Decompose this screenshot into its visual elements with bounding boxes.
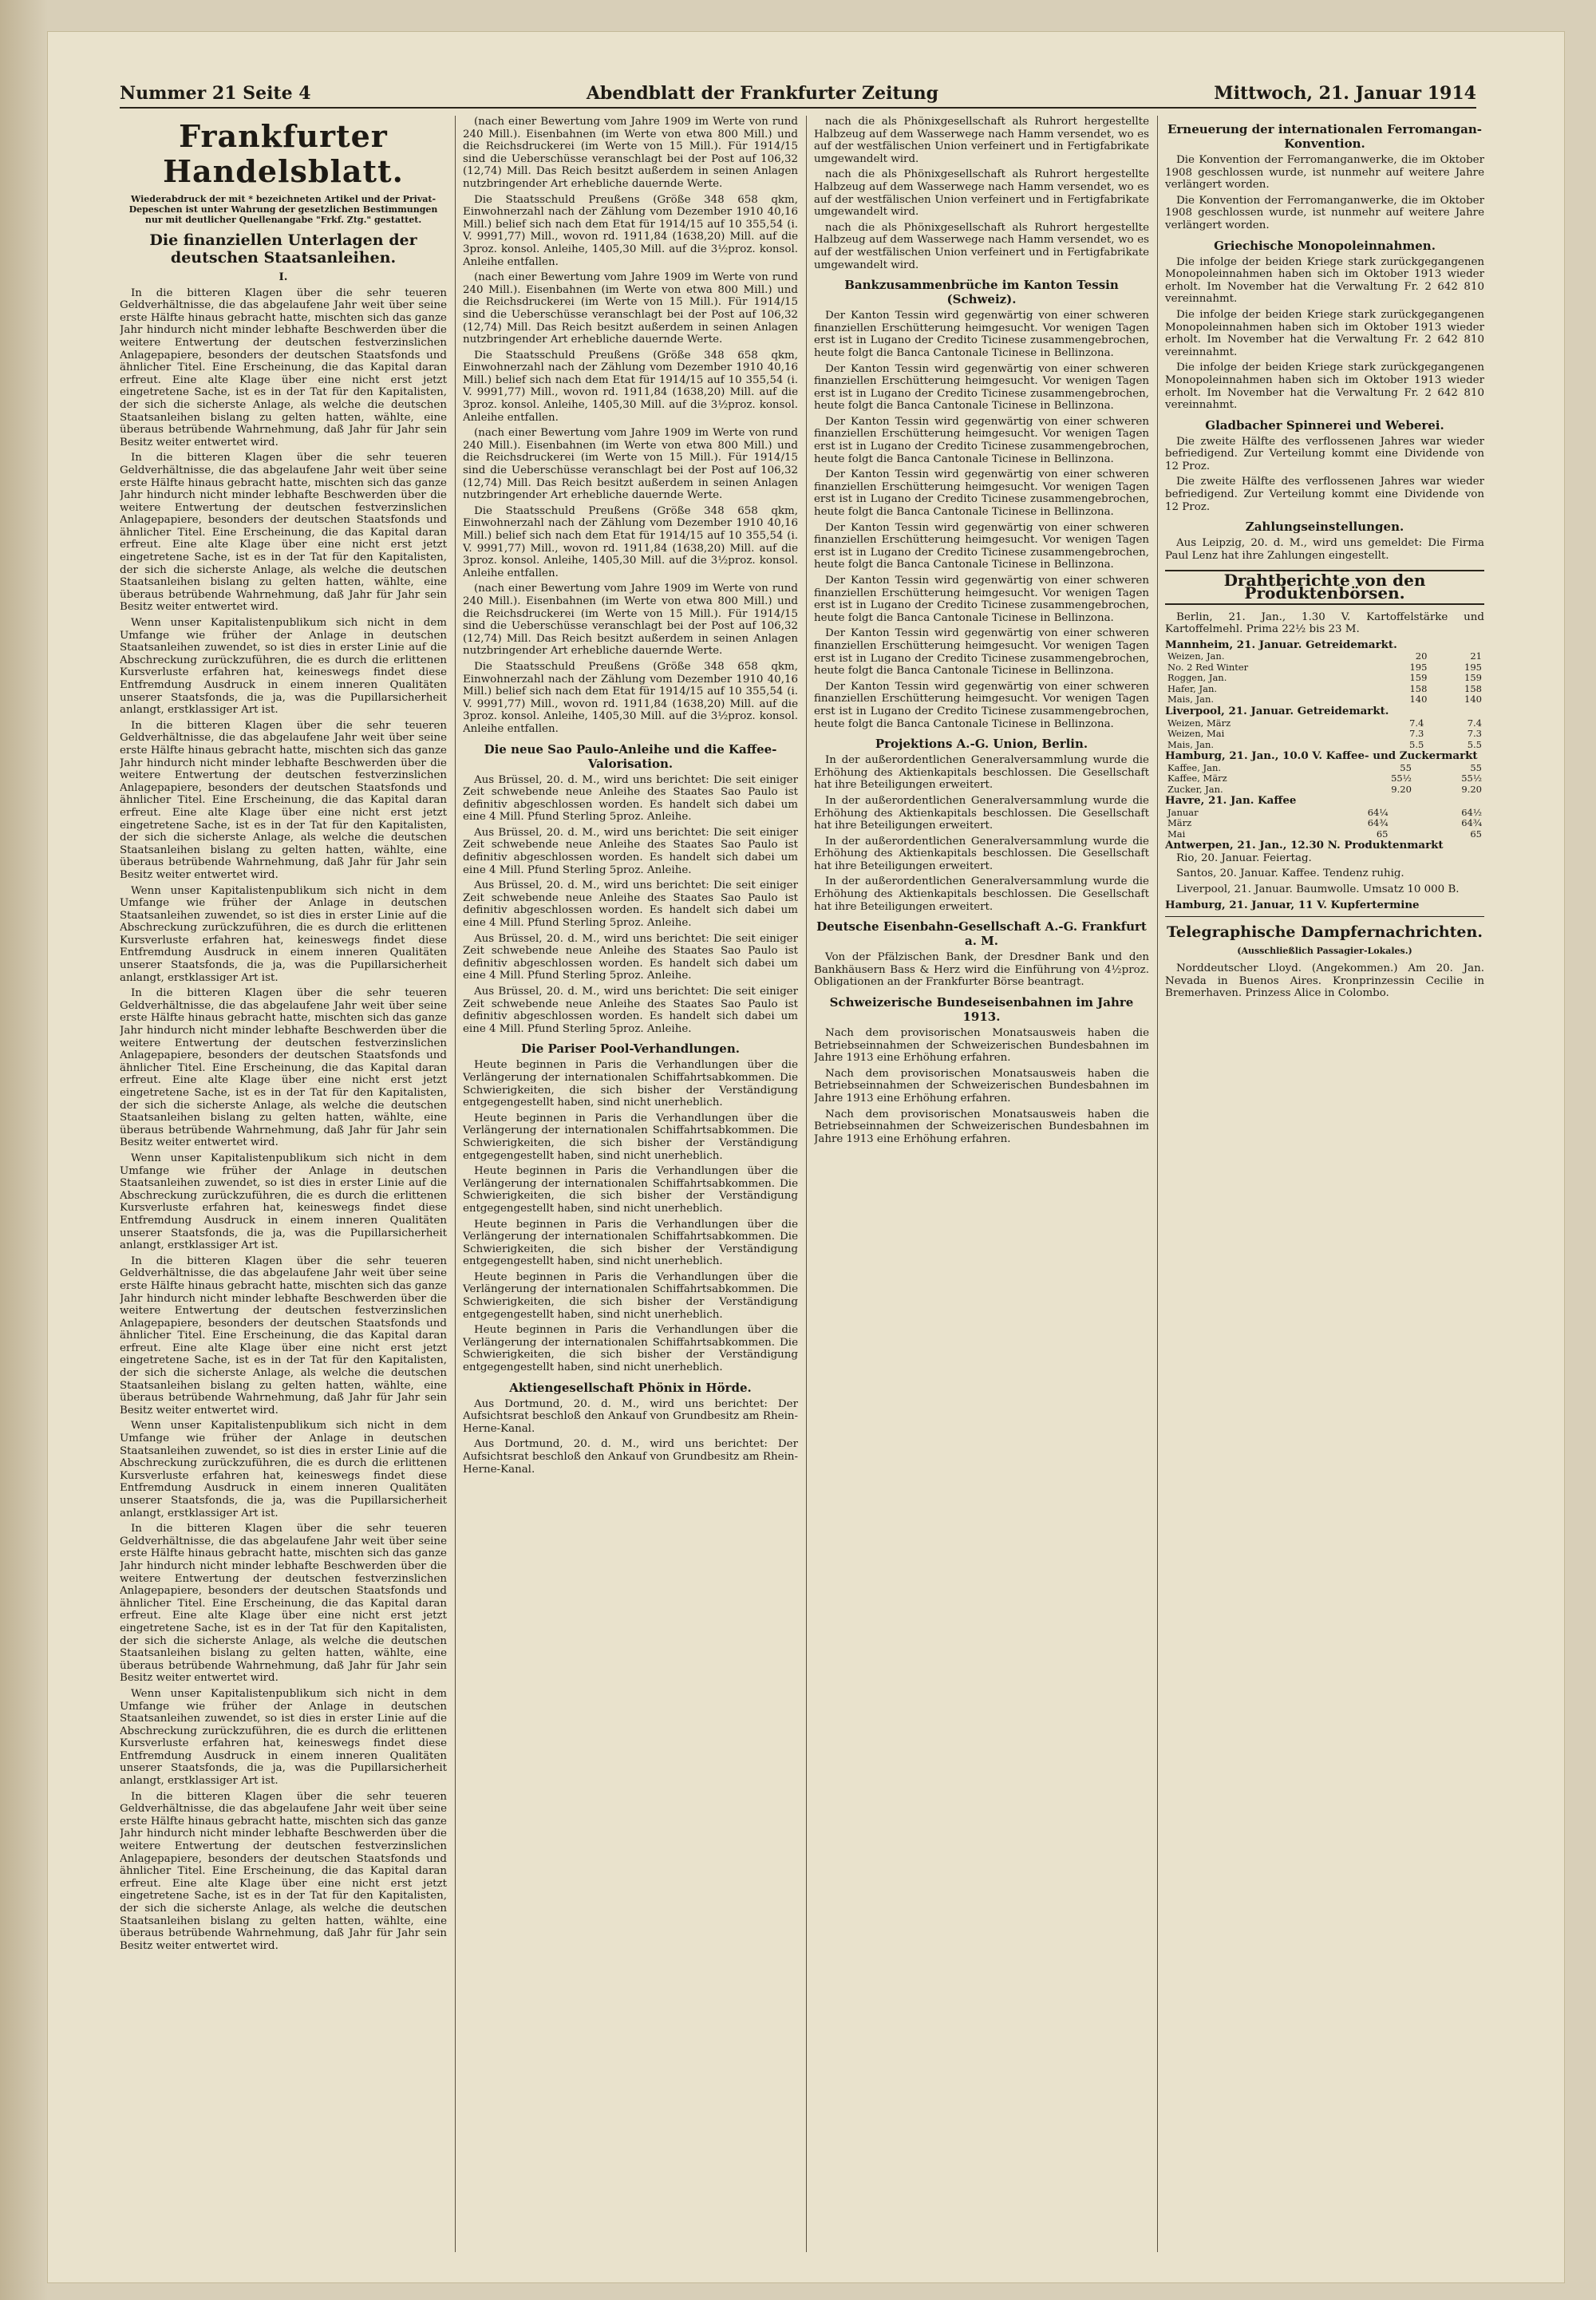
headline-zahlung: Zahlungseinstellungen.: [1245, 520, 1404, 535]
article-paragraph: Der Kanton Tessin wird gegenwärtig von einer schweren finanziellen Erschütterung heimgesucht. Vor wenigen Tagen erst ist in Lugano der Credito Ticinese zusammengebrochen, heute folgt die Banca Cantonale Ticinese in Bellinzona.: [814, 521, 1149, 571]
market-row-value: 5.5: [1467, 738, 1482, 750]
market-berlin: Berlin, 21. Jan., 1.30 V. Kartoffelstärke und Kartoffelmehl. Prima 22½ bis 23 M.: [1165, 611, 1484, 636]
market-row-value: 55: [1400, 761, 1412, 773]
masthead-date: Mittwoch, 21. Januar 1914: [1214, 83, 1476, 104]
article-paragraph: Der Kanton Tessin wird gegenwärtig von einer schweren finanziellen Erschütterung heimgesucht. Vor wenigen Tagen erst ist in Lugano der Credito Ticinese zusammengebrochen, heute folgt die Banca Cantonale Ticinese in Bellinzona.: [814, 310, 1149, 359]
article-part-number: I.: [279, 271, 288, 283]
headline-tessin: Bankzusammenbrüche im Kanton Tessin (Schweiz).: [844, 278, 1119, 307]
article-paragraph: Wenn unser Kapitalistenpublikum sich nicht in dem Umfange wie früher der Anlage in deutschen Staatsanleihen zuwendet, so ist dies in erster Linie auf die Abschreckung zurückzuführen, die es durch die erlittenen Kursverluste erfahren hat, keineswegs findet diese Entfremdung Ausdruck in einem inneren Qualitäten unserer Staatsfonds, die ja, was die Pupillarsicherheit anlangt, erstklassiger Art ist.: [120, 1687, 447, 1788]
market-row-value: 7.3: [1409, 728, 1424, 739]
column-rule: [806, 116, 807, 2252]
market-row-value: 5.5: [1409, 738, 1424, 750]
market-hamburg-table: [1165, 763, 1484, 796]
market-row-label: Weizen, Jan.: [1167, 650, 1225, 662]
market-row: [1165, 684, 1484, 695]
market-row: [1165, 729, 1484, 740]
market-row-value: 158: [1464, 682, 1482, 694]
article-paragraph: Aus Brüssel, 20. d. M., wird uns berichtet: Die seit einiger Zeit schwebende neue Anleihe des Staates Sao Paulo ist definitiv abgeschlossen worden. Es handelt sich dabei um eine 4 Mill. Pfund Sterling 5proz. Anleihe.: [463, 879, 798, 930]
article-paragraph: Heute beginnen in Paris die Verhandlungen über die Verlängerung der internationalen Schiffahrtsabkommen. Die Schwierigkeiten, die sich bisher der Verständigung entgegengestellt haben, sind nicht unerheblich.: [463, 1324, 798, 1374]
article-paragraph: Die Staatsschuld Preußens (Größe 348 658 qkm, Einwohnerzahl nach der Zählung vom Dezember 1910 40,16 Mill.) belief sich nach dem Etat für 1914/15 auf 10 355,54 (i. V. 9991,77) Mill., wovon rd. 1911,84 (1638,20) Mill. auf die 3proz. konsol. Anleihe, 1405,30 Mill. auf die 3½proz. konsol. Anleihe entfallen.: [463, 349, 798, 424]
market-row-label: Mais, Jan.: [1167, 738, 1215, 750]
market-row-value: 140: [1464, 694, 1482, 705]
market-row: [1165, 662, 1484, 674]
market-row-value: 20: [1415, 650, 1428, 662]
market-row-value: 64¼: [1367, 806, 1389, 818]
article-paragraph: In der außerordentlichen Generalversammlung wurde die Erhöhung des Aktienkapitals beschlossen. Die Gesellschaft hat ihre Beteiligungen erweitert.: [814, 794, 1149, 832]
market-row: [1165, 651, 1484, 662]
article-paragraph: In die bitteren Klagen über die sehr teueren Geldverhältnisse, die das abgelaufene Jahr weit über seine erste Hälfte hinaus gebracht hatte, mischten sich das ganze Jahr hindurch nicht minder lebhafte Beschwerden über die weitere Entwertung der deutschen festverzinslichen Anlagepapiere, besonders der deutschen Staatsfonds und ähnlicher Titel. Eine Erscheinung, die das Kapital daran erfreut. Eine alte Klage über eine nicht erst jetzt eingetretene Sache, ist es in der Tat für den Kapitalisten, der sich die sicherste Anlage, als welche die deutschen Staatsanleihen bislang zu gelten hatten, wählte, eine überaus betrübende Wahrnehmung, daß Jahr für Jahr sein Besitz weiter entwertet wird.: [120, 1255, 447, 1417]
telegraph-text: Norddeutscher Lloyd. (Angekommen.) Am 20. Jan. Nevada in Buenos Aires. Kronprinzessin Cecilie in Bremerhaven. Prinzess Alice in Colombo.: [1165, 962, 1484, 1000]
article-paragraph: Die Staatsschuld Preußens (Größe 348 658 qkm, Einwohnerzahl nach der Zählung vom Dezember 1910 40,16 Mill.) belief sich nach dem Etat für 1914/15 auf 10 355,54 (i. V. 9991,77) Mill., wovon rd. 1911,84 (1638,20) Mill. auf die 3proz. konsol. Anleihe, 1405,30 Mill. auf die 3½proz. konsol. Anleihe entfallen.: [463, 193, 798, 268]
market-row-label: Mai: [1167, 828, 1186, 840]
market-row-value: 55: [1470, 761, 1482, 773]
market-row: [1165, 773, 1484, 784]
headline-pool: Die Pariser Pool-Verhandlungen.: [521, 1041, 740, 1057]
article-paragraph: Der Kanton Tessin wird gegenwärtig von einer schweren finanziellen Erschütterung heimgesucht. Vor wenigen Tagen erst ist in Lugano der Credito Ticinese zusammengebrochen, heute folgt die Banca Cantonale Ticinese in Bellinzona.: [814, 468, 1149, 519]
market-row-label: No. 2 Red Winter: [1167, 661, 1249, 673]
market-row-value: 195: [1464, 661, 1482, 673]
headline-union: Projektions A.-G. Union, Berlin.: [875, 737, 1088, 752]
masthead-paper-title: Abendblatt der Frankfurter Zeitung: [586, 83, 939, 104]
article-paragraph: Die zweite Hälfte des verflossenen Jahres war wieder befriedigend. Zur Verteilung kommt eine Dividende von 12 Proz.: [1165, 476, 1484, 513]
market-row-value: 65: [1376, 828, 1389, 840]
market-row-value: 159: [1464, 672, 1482, 684]
market-row-label: Mais, Jan.: [1167, 694, 1215, 705]
market-row: [1165, 740, 1484, 751]
market-row-value: 140: [1409, 694, 1428, 705]
market-row-value: 7.4: [1409, 717, 1424, 729]
article-paragraph: Wenn unser Kapitalistenpublikum sich nicht in dem Umfange wie früher der Anlage in deutschen Staatsanleihen zuwendet, so ist dies in erster Linie auf die Abschreckung zurückzuführen, die es durch die erlittenen Kursverluste erfahren hat, keineswegs findet diese Entfremdung Ausdruck in einem inneren Qualitäten unserer Staatsfonds, die ja, was die Pupillarsicherheit anlangt, erstklassiger Art ist.: [120, 1420, 447, 1520]
page-edge: [0, 0, 48, 2300]
column-rule: [455, 116, 456, 2252]
article-paragraph: Aus Brüssel, 20. d. M., wird uns berichtet: Die seit einiger Zeit schwebende neue Anleihe des Staates Sao Paulo ist definitiv abgeschlossen worden. Es handelt sich dabei um eine 4 Mill. Pfund Sterling 5proz. Anleihe.: [463, 986, 798, 1035]
headline-schweiz-bahnen: Schweizerische Bundeseisenbahnen im Jahre 1913.: [829, 995, 1134, 1025]
market-row: [1165, 784, 1484, 796]
article-paragraph: Der Kanton Tessin wird gegenwärtig von einer schweren finanziellen Erschütterung heimgesucht. Vor wenigen Tagen erst ist in Lugano der Credito Ticinese zusammengebrochen, heute folgt die Banca Cantonale Ticinese in Bellinzona.: [814, 362, 1149, 413]
article-paragraph: (nach einer Bewertung vom Jahre 1909 im Werte von rund 240 Mill.). Eisenbahnen (im Werte von etwa 800 Mill.) und die Reichsdruckerei (im Werte von 15 Mill.). Für 1914/15 sind die Ueberschüsse veranschlagt bei der Post auf 106,32 (12,74) Mill. Das Reich besitzt außerdem in seinen Anlagen nutzbringender Art erhebliche dauernde Werte.: [463, 271, 798, 346]
market-row: [1165, 718, 1484, 729]
market-row-value: 64¾: [1461, 817, 1482, 829]
divider: [1165, 916, 1484, 917]
article-paragraph: Heute beginnen in Paris die Verhandlungen über die Verlängerung der internationalen Schiffahrtsabkommen. Die Schwierigkeiten, die sich bisher der Verständigung entgegengestellt haben, sind nicht unerheblich.: [463, 1218, 798, 1268]
market-row-value: 7.4: [1467, 717, 1482, 729]
article-paragraph: Die Staatsschuld Preußens (Größe 348 658 qkm, Einwohnerzahl nach der Zählung vom Dezember 1910 40,16 Mill.) belief sich nach dem Etat für 1914/15 auf 10 355,54 (i. V. 9991,77) Mill., wovon rd. 1911,84 (1638,20) Mill. auf die 3proz. konsol. Anleihe, 1405,30 Mill. auf die 3½proz. konsol. Anleihe entfallen.: [463, 504, 798, 579]
article-paragraph: Aus Brüssel, 20. d. M., wird uns berichtet: Die seit einiger Zeit schwebende neue Anleihe des Staates Sao Paulo ist definitiv abgeschlossen worden. Es handelt sich dabei um eine 4 Mill. Pfund Sterling 5proz. Anleihe.: [463, 773, 798, 824]
market-liverpool-table: [1165, 718, 1484, 751]
market-row-label: März: [1167, 817, 1192, 829]
headline-ferromangan: Erneuerung der internationalen Ferromangan-Konvention.: [1167, 122, 1483, 151]
article-paragraph: Die infolge der beiden Kriege stark zurückgegangenen Monopoleinnahmen haben sich im Oktober 1913 wieder erholt. Im November hat die Verwaltung Fr. 2 642 810 vereinnahmt.: [1165, 255, 1484, 306]
article-paragraph: (nach einer Bewertung vom Jahre 1909 im Werte von rund 240 Mill.). Eisenbahnen (im Werte von etwa 800 Mill.) und die Reichsdruckerei (im Werte von 15 Mill.). Für 1914/15 sind die Ueberschüsse veranschlagt bei der Post auf 106,32 (12,74) Mill. Das Reich besitzt außerdem in seinen Anlagen nutzbringender Art erhebliche dauernde Werte.: [463, 116, 798, 190]
article-paragraph: (nach einer Bewertung vom Jahre 1909 im Werte von rund 240 Mill.). Eisenbahnen (im Werte von etwa 800 Mill.) und die Reichsdruckerei (im Werte von 15 Mill.). Für 1914/15 sind die Ueberschüsse veranschlagt bei der Post auf 106,32 (12,74) Mill. Das Reich besitzt außerdem in seinen Anlagen nutzbringender Art erhebliche dauernde Werte.: [463, 427, 798, 502]
article-paragraph: Heute beginnen in Paris die Verhandlungen über die Verlängerung der internationalen Schiffahrtsabkommen. Die Schwierigkeiten, die sich bisher der Verständigung entgegengestellt haben, sind nicht unerheblich.: [463, 1059, 798, 1109]
article-paragraph: Nach dem provisorischen Monatsausweis haben die Betriebseinnahmen der Schweizerischen Bundesbahnen im Jahre 1913 eine Erhöhung erfahren.: [814, 1027, 1149, 1065]
article-paragraph: Wenn unser Kapitalistenpublikum sich nicht in dem Umfange wie früher der Anlage in deutschen Staatsanleihen zuwendet, so ist dies in erster Linie auf die Abschreckung zurückzuführen, die es durch die erlittenen Kursverluste erfahren hat, keineswegs findet diese Entfremdung Ausdruck in einem inneren Qualitäten unserer Staatsfonds, die ja, was die Pupillarsicherheit anlangt, erstklassiger Art ist.: [120, 1152, 447, 1252]
market-havre-table: [1165, 808, 1484, 840]
article-paragraph: Die infolge der beiden Kriege stark zurückgegangenen Monopoleinnahmen haben sich im Oktober 1913 wieder erholt. Im November hat die Verwaltung Fr. 2 642 810 vereinnahmt.: [1165, 362, 1484, 412]
market-row-label: Januar: [1167, 806, 1199, 818]
market-rio: Rio, 20. Januar. Feiertag.: [1176, 852, 1312, 864]
article-paragraph: Nach dem provisorischen Monatsausweis haben die Betriebseinnahmen der Schweizerischen Bundesbahnen im Jahre 1913 eine Erhöhung erfahren.: [814, 1067, 1149, 1105]
headline-deutsche-eisenbahn: Deutsche Eisenbahn-Gesellschaft A.-G. Frankfurt a. M.: [816, 919, 1147, 949]
headline-sao-paulo: Die neue Sao Paulo-Anleihe und die Kaffee-Valorisation.: [484, 741, 777, 771]
market-title: Drahtberichte von den Produktenbörsen.: [1165, 570, 1484, 604]
article-paragraph: Wenn unser Kapitalistenpublikum sich nicht in dem Umfange wie früher der Anlage in deutschen Staatsanleihen zuwendet, so ist dies in erster Linie auf die Abschreckung zurückzuführen, die es durch die erlittenen Kursverluste erfahren hat, keineswegs findet diese Entfremdung Ausdruck in einem inneren Qualitäten unserer Staatsfonds, die ja, was die Pupillarsicherheit anlangt, erstklassiger Art ist.: [120, 617, 447, 717]
article-paragraph: Wenn unser Kapitalistenpublikum sich nicht in dem Umfange wie früher der Anlage in deutschen Staatsanleihen zuwendet, so ist dies in erster Linie auf die Abschreckung zurückzuführen, die es durch die erlittenen Kursverluste erfahren hat, keineswegs findet diese Entfremdung Ausdruck in einem inneren Qualitäten unserer Staatsfonds, die ja, was die Pupillarsicherheit anlangt, erstklassiger Art ist.: [120, 884, 447, 984]
telegraph-subtitle: (Ausschließlich Passagier-Lokales.): [1237, 946, 1412, 957]
section-title: Frankfurter Handelsblatt.: [163, 118, 404, 189]
article-title-staatsanleihen: Die finanziellen Unterlagen der deutschen Staatsanleihen.: [149, 231, 417, 267]
market-row-value: 21: [1470, 650, 1482, 662]
article-paragraph: Aus Brüssel, 20. d. M., wird uns berichtet: Die seit einiger Zeit schwebende neue Anleihe des Staates Sao Paulo ist definitiv abgeschlossen worden. Es handelt sich dabei um eine 4 Mill. Pfund Sterling 5proz. Anleihe.: [463, 932, 798, 982]
market-row-value: 9.20: [1391, 783, 1412, 795]
market-row-value: 7.3: [1467, 728, 1482, 739]
article-paragraph: Die Konvention der Ferromanganwerke, die im Oktober 1908 geschlossen wurde, ist nunmehr auf weitere Jahre verlängert worden.: [1165, 194, 1484, 231]
article-paragraph: Der Kanton Tessin wird gegenwärtig von einer schweren finanziellen Erschütterung heimgesucht. Vor wenigen Tagen erst ist in Lugano der Credito Ticinese zusammengebrochen, heute folgt die Banca Cantonale Ticinese in Bellinzona.: [814, 680, 1149, 730]
headline-griechisch: Griechische Monopoleinnahmen.: [1214, 238, 1436, 253]
market-row-label: Kaffee, Jan.: [1167, 761, 1222, 773]
article-paragraph: In die bitteren Klagen über die sehr teueren Geldverhältnisse, die das abgelaufene Jahr weit über seine erste Hälfte hinaus gebracht hatte, mischten sich das ganze Jahr hindurch nicht minder lebhafte Beschwerden über die weitere Entwertung der deutschen festverzinslichen Anlagepapiere, besonders der deutschen Staatsfonds und ähnlicher Titel. Eine Erscheinung, die das Kapital daran erfreut. Eine alte Klage über eine nicht erst jetzt eingetretene Sache, ist es in der Tat für den Kapitalisten, der sich die sicherste Anlage, als welche die deutschen Staatsanleihen bislang zu gelten hatten, wählte, eine überaus betrübende Wahrnehmung, daß Jahr für Jahr sein Besitz weiter entwertet wird.: [120, 452, 447, 614]
article-paragraph: In der außerordentlichen Generalversammlung wurde die Erhöhung des Aktienkapitals beschlossen. Die Gesellschaft hat ihre Beteiligungen erweitert.: [814, 835, 1149, 872]
market-row-value: 158: [1409, 682, 1428, 694]
article-paragraph: Nach dem provisorischen Monatsausweis haben die Betriebseinnahmen der Schweizerischen Bundesbahnen im Jahre 1913 eine Erhöhung erfahren.: [814, 1108, 1149, 1145]
market-antwerpen-head: Antwerpen, 21. Jan., 12.30 N. Produktenmarkt: [1165, 839, 1444, 852]
article-paragraph: In die bitteren Klagen über die sehr teueren Geldverhältnisse, die das abgelaufene Jahr weit über seine erste Hälfte hinaus gebracht hatte, mischten sich das ganze Jahr hindurch nicht minder lebhafte Beschwerden über die weitere Entwertung der deutschen festverzinslichen Anlagepapiere, besonders der deutschen Staatsfonds und ähnlicher Titel. Eine Erscheinung, die das Kapital daran erfreut. Eine alte Klage über eine nicht erst jetzt eingetretene Sache, ist es in der Tat für den Kapitalisten, der sich die sicherste Anlage, als welche die deutschen Staatsanleihen bislang zu gelten hatten, wählte, eine überaus betrübende Wahrnehmung, daß Jahr für Jahr sein Besitz weiter entwertet wird.: [120, 987, 447, 1149]
market-row: [1165, 808, 1484, 819]
article-paragraph: In der außerordentlichen Generalversammlung wurde die Erhöhung des Aktienkapitals beschlossen. Die Gesellschaft hat ihre Beteiligungen erweitert.: [814, 754, 1149, 792]
telegraph-title: Telegraphische Dampfernachrichten.: [1167, 923, 1483, 942]
article-paragraph: Aus Dortmund, 20. d. M., wird uns berichtet: Der Aufsichtsrat beschloß den Ankauf von Grundbesitz am Rhein-Herne-Kanal.: [463, 1397, 798, 1435]
market-row-label: Weizen, März: [1167, 717, 1231, 729]
article-paragraph: Heute beginnen in Paris die Verhandlungen über die Verlängerung der internationalen Schiffahrtsabkommen. Die Schwierigkeiten, die sich bisher der Verständigung entgegengestellt haben, sind nicht unerheblich.: [463, 1165, 798, 1215]
market-mannheim-head: Mannheim, 21. Januar. Getreidemarkt.: [1165, 638, 1397, 651]
article-paragraph: nach die als Phönixgesellschaft als Ruhrort hergestellte Halbzeug auf dem Wasserwege nach Hamm versendet, wo es auf der westfälischen Union verfeinert und in Fertigfabrikate umgewandelt wird.: [814, 168, 1149, 219]
article-paragraph: (nach einer Bewertung vom Jahre 1909 im Werte von rund 240 Mill.). Eisenbahnen (im Werte von etwa 800 Mill.) und die Reichsdruckerei (im Werte von 15 Mill.). Für 1914/15 sind die Ueberschüsse veranschlagt bei der Post auf 106,32 (12,74) Mill. Das Reich besitzt außerdem in seinen Anlagen nutzbringender Art erhebliche dauernde Werte.: [463, 583, 798, 658]
article-paragraph: In die bitteren Klagen über die sehr teueren Geldverhältnisse, die das abgelaufene Jahr weit über seine erste Hälfte hinaus gebracht hatte, mischten sich das ganze Jahr hindurch nicht minder lebhafte Beschwerden über die weitere Entwertung der deutschen festverzinslichen Anlagepapiere, besonders der deutschen Staatsfonds und ähnlicher Titel. Eine Erscheinung, die das Kapital daran erfreut. Eine alte Klage über eine nicht erst jetzt eingetretene Sache, ist es in der Tat für den Kapitalisten, der sich die sicherste Anlage, als welche die deutschen Staatsanleihen bislang zu gelten hatten, wählte, eine überaus betrübende Wahrnehmung, daß Jahr für Jahr sein Besitz weiter entwertet wird.: [120, 719, 447, 881]
column-4: [1165, 116, 1484, 2252]
article-paragraph: Heute beginnen in Paris die Verhandlungen über die Verlängerung der internationalen Schiffahrtsabkommen. Die Schwierigkeiten, die sich bisher der Verständigung entgegengestellt haben, sind nicht unerheblich.: [463, 1271, 798, 1321]
market-row-value: 55½: [1391, 773, 1412, 784]
headline-phoenix: Aktiengesellschaft Phönix in Hörde.: [509, 1380, 752, 1395]
market-row-value: 159: [1409, 672, 1428, 684]
market-row-value: 64½: [1461, 806, 1482, 818]
market-mannheim-table: [1165, 651, 1484, 705]
article-paragraph: In die bitteren Klagen über die sehr teueren Geldverhältnisse, die das abgelaufene Jahr weit über seine erste Hälfte hinaus gebracht hatte, mischten sich das ganze Jahr hindurch nicht minder lebhafte Beschwerden über die weitere Entwertung der deutschen festverzinslichen Anlagepapiere, besonders der deutschen Staatsfonds und ähnlicher Titel. Eine Erscheinung, die das Kapital daran erfreut. Eine alte Klage über eine nicht erst jetzt eingetretene Sache, ist es in der Tat für den Kapitalisten, der sich die sicherste Anlage, als welche die deutschen Staatsanleihen bislang zu gelten hatten, wählte, eine überaus betrübende Wahrnehmung, daß Jahr für Jahr sein Besitz weiter entwertet wird.: [120, 1790, 447, 1952]
article-paragraph: In die bitteren Klagen über die sehr teueren Geldverhältnisse, die das abgelaufene Jahr weit über seine erste Hälfte hinaus gebracht hatte, mischten sich das ganze Jahr hindurch nicht minder lebhafte Beschwerden über die weitere Entwertung der deutschen festverzinslichen Anlagepapiere, besonders der deutschen Staatsfonds und ähnlicher Titel. Eine Erscheinung, die das Kapital daran erfreut. Eine alte Klage über eine nicht erst jetzt eingetretene Sache, ist es in der Tat für den Kapitalisten, der sich die sicherste Anlage, als welche die deutschen Staatsanleihen bislang zu gelten hatten, wählte, eine überaus betrübende Wahrnehmung, daß Jahr für Jahr sein Besitz weiter entwertet wird.: [120, 287, 447, 449]
article-paragraph: In der außerordentlichen Generalversammlung wurde die Erhöhung des Aktienkapitals beschlossen. Die Gesellschaft hat ihre Beteiligungen erweitert.: [814, 875, 1149, 913]
market-row: [1165, 829, 1484, 840]
market-hamburg-kupfer-head: Hamburg, 21. Januar, 11 V. Kupfertermine: [1165, 898, 1420, 911]
market-row-label: Hafer, Jan.: [1167, 682, 1218, 694]
article-paragraph: In die bitteren Klagen über die sehr teueren Geldverhältnisse, die das abgelaufene Jahr weit über seine erste Hälfte hinaus gebracht hatte, mischten sich das ganze Jahr hindurch nicht minder lebhafte Beschwerden über die weitere Entwertung der deutschen festverzinslichen Anlagepapiere, besonders der deutschen Staatsfonds und ähnlicher Titel. Eine Erscheinung, die das Kapital daran erfreut. Eine alte Klage über eine nicht erst jetzt eingetretene Sache, ist es in der Tat für den Kapitalisten, der sich die sicherste Anlage, als welche die deutschen Staatsanleihen bislang zu gelten hatten, wählte, eine überaus betrübende Wahrnehmung, daß Jahr für Jahr sein Besitz weiter entwertet wird.: [120, 1523, 447, 1685]
market-row-value: 9.20: [1461, 783, 1482, 795]
article-paragraph: Der Kanton Tessin wird gegenwärtig von einer schweren finanziellen Erschütterung heimgesucht. Vor wenigen Tagen erst ist in Lugano der Credito Ticinese zusammengebrochen, heute folgt die Banca Cantonale Ticinese in Bellinzona.: [814, 575, 1149, 624]
market-row: [1165, 763, 1484, 774]
market-row-label: Kaffee, März: [1167, 773, 1227, 784]
column-2: [463, 116, 798, 2252]
article-paragraph: nach die als Phönixgesellschaft als Ruhrort hergestellte Halbzeug auf dem Wasserwege nach Hamm versendet, wo es auf der westfälischen Union verfeinert und in Fertigfabrikate umgewandelt wird.: [814, 116, 1149, 165]
market-row-value: 55½: [1461, 773, 1482, 784]
headline-gladbach: Gladbacher Spinnerei und Weberei.: [1205, 417, 1444, 433]
market-liverpool-head: Liverpool, 21. Januar. Getreidemarkt.: [1165, 704, 1389, 717]
article-paragraph: Der Kanton Tessin wird gegenwärtig von einer schweren finanziellen Erschütterung heimgesucht. Vor wenigen Tagen erst ist in Lugano der Credito Ticinese zusammengebrochen, heute folgt die Banca Cantonale Ticinese in Bellinzona.: [814, 627, 1149, 678]
column-3: [814, 116, 1149, 2252]
market-santos: Santos, 20. Januar. Kaffee. Tendenz ruhig.: [1176, 867, 1404, 880]
article-paragraph: Aus Brüssel, 20. d. M., wird uns berichtet: Die seit einiger Zeit schwebende neue Anleihe des Staates Sao Paulo ist definitiv abgeschlossen worden. Es handelt sich dabei um eine 4 Mill. Pfund Sterling 5proz. Anleihe.: [463, 826, 798, 876]
masthead: [120, 80, 1476, 109]
article-paragraph: Aus Dortmund, 20. d. M., wird uns berichtet: Der Aufsichtsrat beschloß den Ankauf von Grundbesitz am Rhein-Herne-Kanal.: [463, 1438, 798, 1476]
market-liverpool-cotton: Liverpool, 21. Januar. Baumwolle. Umsatz 10 000 B.: [1176, 883, 1460, 895]
article-paragraph: Die infolge der beiden Kriege stark zurückgegangenen Monopoleinnahmen haben sich im Oktober 1913 wieder erholt. Im November hat die Verwaltung Fr. 2 642 810 vereinnahmt.: [1165, 308, 1484, 358]
article-paragraph: Der Kanton Tessin wird gegenwärtig von einer schweren finanziellen Erschütterung heimgesucht. Vor wenigen Tagen erst ist in Lugano der Credito Ticinese zusammengebrochen, heute folgt die Banca Cantonale Ticinese in Bellinzona.: [814, 415, 1149, 465]
market-row: [1165, 673, 1484, 684]
article-paragraph: Heute beginnen in Paris die Verhandlungen über die Verlängerung der internationalen Schiffahrtsabkommen. Die Schwierigkeiten, die sich bisher der Verständigung entgegengestellt haben, sind nicht unerheblich.: [463, 1112, 798, 1162]
article-paragraph: Die Staatsschuld Preußens (Größe 348 658 qkm, Einwohnerzahl nach der Zählung vom Dezember 1910 40,16 Mill.) belief sich nach dem Etat für 1914/15 auf 10 355,54 (i. V. 9991,77) Mill., wovon rd. 1911,84 (1638,20) Mill. auf die 3proz. konsol. Anleihe, 1405,30 Mill. auf die 3½proz. konsol. Anleihe entfallen.: [463, 660, 798, 735]
market-havre-head: Havre, 21. Jan. Kaffee: [1165, 794, 1297, 808]
market-row-value: 64¾: [1367, 817, 1389, 829]
market-row: [1165, 818, 1484, 829]
column-1: [120, 116, 447, 2252]
article-paragraph: Die Konvention der Ferromanganwerke, die im Oktober 1908 geschlossen wurde, ist nunmehr auf weitere Jahre verlängert worden.: [1165, 154, 1484, 192]
market-row-label: Roggen, Jan.: [1167, 672, 1227, 684]
reprint-note: Wiederabdruck der mit * bezeichneten Artikel und der Privat-Depeschen ist unter Wahrung der gesetzlichen Bestimmungen nur mit deutlicher Quellenangabe "Frkf. Ztg." gestattet.: [128, 194, 438, 225]
market-row: [1165, 694, 1484, 705]
market-row-label: Weizen, Mai: [1167, 728, 1225, 739]
article-paragraph: Aus Leipzig, 20. d. M., wird uns gemeldet: Die Firma Paul Lenz hat ihre Zahlungen eingestellt.: [1165, 537, 1484, 562]
article-paragraph: Die zweite Hälfte des verflossenen Jahres war wieder befriedigend. Zur Verteilung kommt eine Dividende von 12 Proz.: [1165, 435, 1484, 472]
market-row-label: Zucker, Jan.: [1167, 783, 1223, 795]
article-paragraph: nach die als Phönixgesellschaft als Ruhrort hergestellte Halbzeug auf dem Wasserwege nach Hamm versendet, wo es auf der westfälischen Union verfeinert und in Fertigfabrikate umgewandelt wird.: [814, 221, 1149, 271]
market-hamburg-head: Hamburg, 21. Jan., 10.0 V. Kaffee- und Zuckermarkt: [1165, 749, 1478, 762]
masthead-issue: Nummer 21 Seite 4: [120, 83, 311, 104]
column-rule: [1157, 116, 1158, 2252]
article-paragraph: Von der Pfälzischen Bank, der Dresdner Bank und den Bankhäusern Bass & Herz wird die Einführung von 4½proz. Obligationen an der Frankfurter Börse beantragt.: [814, 951, 1149, 989]
market-row-value: 195: [1409, 661, 1428, 673]
market-row-value: 65: [1470, 828, 1482, 840]
